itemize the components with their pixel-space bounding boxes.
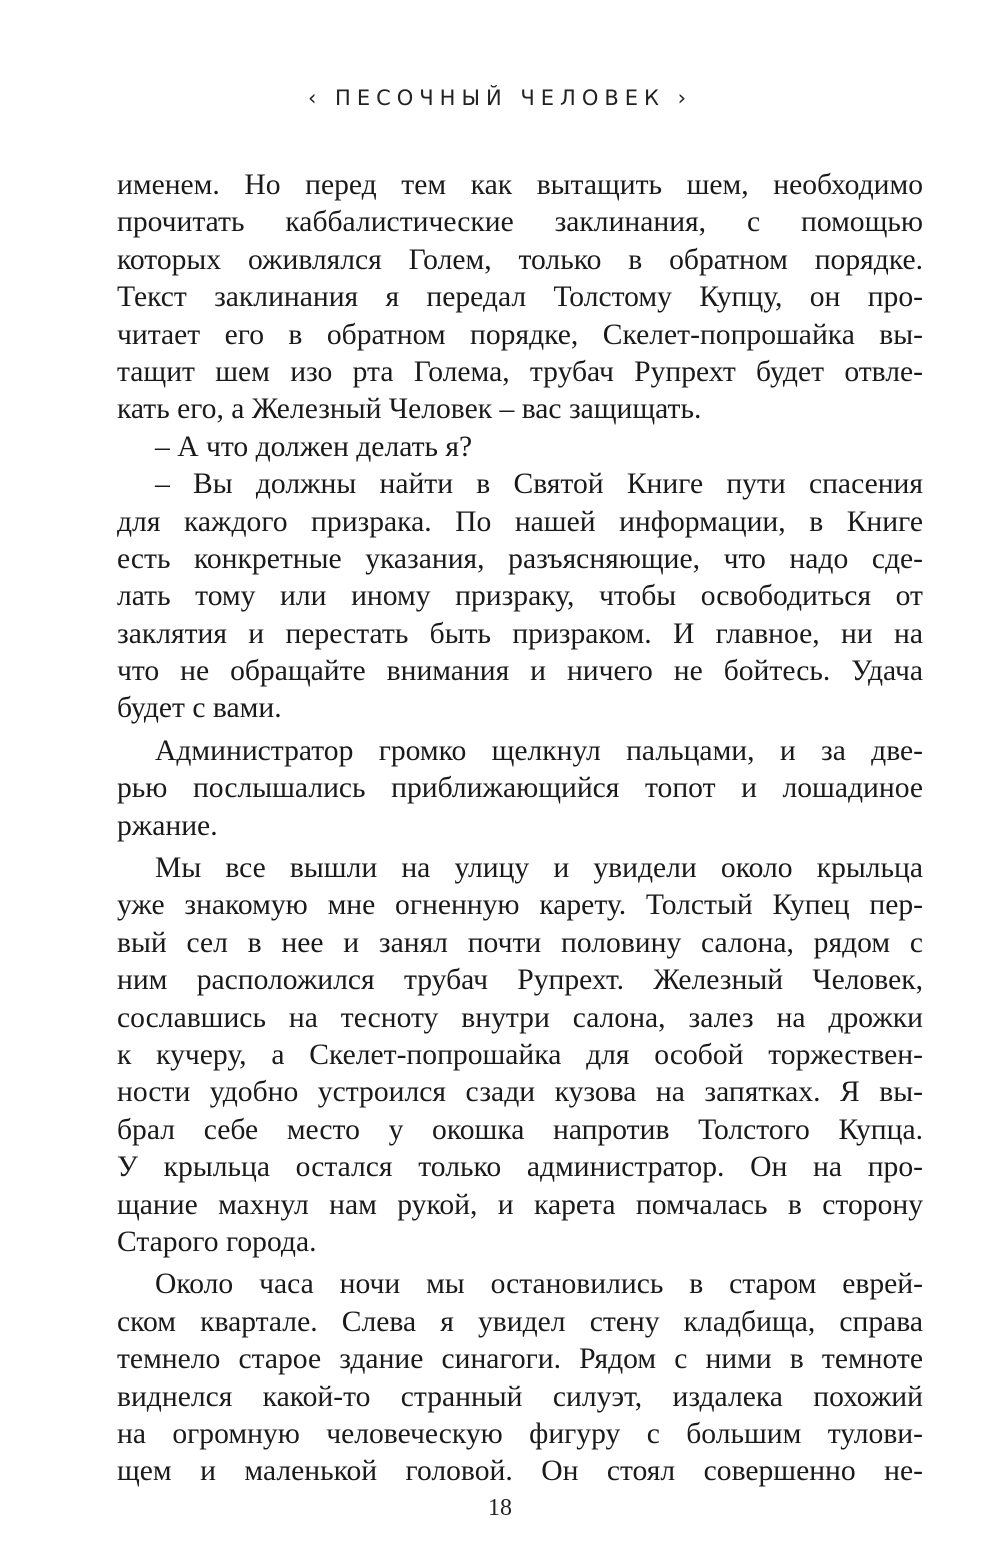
- running-head: ‹ ПЕСОЧНЫЙ ЧЕЛОВЕК ›: [307, 86, 693, 110]
- text-line: на огромную человеческую фигуру с большим тулови-: [117, 1417, 923, 1450]
- text-line: уже знакомую мне огненную карету. Толстый Купец пер-: [117, 889, 923, 922]
- text-line: виднелся какой-то странный силуэт, издалека похожий: [117, 1380, 923, 1413]
- text-line: будет с вами.: [117, 692, 282, 725]
- text-line: – Вы должны найти в Святой Книге пути спасения: [155, 468, 923, 501]
- text-line: лать тому или иному призраку, чтобы освободиться от: [117, 580, 923, 613]
- text-line: что не обращайте внимания и ничего не бойтесь. Удача: [117, 655, 923, 688]
- text-line: Мы все вышли на улицу и увидели около крыльца: [155, 852, 923, 885]
- text-line: есть конкретные указания, разъясняющие, что надо сде-: [117, 542, 923, 575]
- text-line: к кучеру, а Скелет-попрошайка для особой торжествен-: [117, 1038, 923, 1071]
- text-line: читает его в обратном порядке, Скелет-попрошайка вы-: [117, 318, 923, 351]
- text-line: ском квартале. Слева я увидел стену кладбища, справа: [117, 1305, 923, 1338]
- text-line: У крыльца остался только администратор. Он на про-: [117, 1151, 923, 1184]
- text-line: темнело старое здание синагоги. Рядом с ними в темноте: [117, 1343, 923, 1376]
- text-line: вый сел в нее и занял почти половину салона, рядом с: [117, 926, 923, 959]
- text-line: ржание.: [117, 809, 218, 842]
- text-line: брал себе место у окошка напротив Толстого Купца.: [117, 1113, 923, 1146]
- text-line: Около часа ночи мы остановились в старом еврей-: [155, 1268, 923, 1301]
- page-body-text: [117, 167, 923, 1491]
- text-line: щем и маленькой головой. Он стоял совершенно не-: [117, 1455, 923, 1488]
- text-line: ности удобно устроился сзади кузова на запятках. Я вы-: [117, 1076, 923, 1109]
- text-line: щание махнул нам рукой, и карета помчалась в сторону: [117, 1188, 923, 1221]
- text-line: Текст заклинания я передал Толстому Купцу, он про-: [117, 281, 923, 314]
- text-line: рью послышались приближающийся топот и лошадиное: [117, 772, 923, 805]
- text-line: прочитать каббалистические заклинания, с помощью: [117, 206, 923, 239]
- text-line: – А что должен делать я?: [155, 430, 473, 463]
- text-line: тащит шем изо рта Голема, трубач Рупрехт будет отвле-: [117, 355, 923, 388]
- page-number: 18: [488, 1495, 512, 1521]
- text-line: сославшись на тесноту внутри салона, залез на дрожки: [117, 1001, 923, 1034]
- text-line: кать его, а Железный Человек – вас защищать.: [117, 393, 702, 426]
- text-line: Старого города.: [117, 1225, 317, 1258]
- text-line: для каждого призрака. По нашей информации, в Книге: [117, 505, 923, 538]
- text-line: ним расположился трубач Рупрехт. Железный Человек,: [117, 964, 923, 997]
- text-line: Администратор громко щелкнул пальцами, и за две-: [155, 734, 923, 767]
- text-line: которых оживлялся Голем, только в обратном порядке.: [117, 243, 923, 276]
- text-line: именем. Но перед тем как вытащить шем, необходимо: [117, 169, 923, 201]
- text-line: заклятия и перестать быть призраком. И главное, ни на: [117, 617, 923, 650]
